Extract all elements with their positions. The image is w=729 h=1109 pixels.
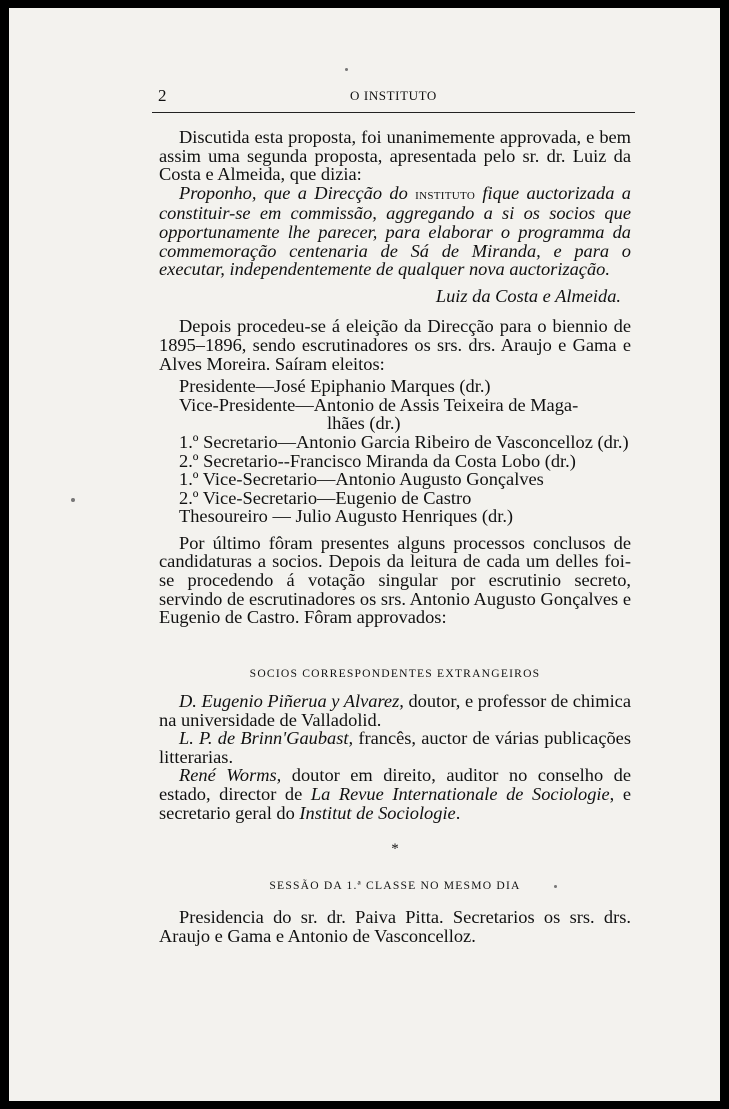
page-sheet bbox=[9, 8, 720, 1101]
body-text-top bbox=[159, 128, 631, 627]
correspondent-entry bbox=[159, 692, 631, 729]
board-second-secretary: 2.º Secretario--Francisco Miranda da Costa Lobo (dr.) bbox=[179, 450, 576, 471]
correspondent-entry bbox=[159, 729, 631, 766]
scanned-page bbox=[9, 8, 720, 1101]
board-first-vice-secretary: 1.º Vice-Secretario—Antonio Augusto Gonçalves bbox=[179, 469, 544, 490]
board-president: Presidente—José Epiphanio Marques (dr.) bbox=[179, 376, 491, 397]
board-vice-president: Vice-Presidente—Antonio de Assis Teixeira de Maga- bbox=[179, 394, 579, 415]
scan-speck bbox=[554, 885, 557, 888]
board-treasurer: Thesoureiro — Julio Augusto Henriques (dr.) bbox=[179, 506, 514, 527]
asterism: * bbox=[391, 841, 399, 857]
proposal-text bbox=[159, 184, 631, 279]
board-second-vice-secretary: 2.º Vice-Secretario—Eugenio de Castro bbox=[179, 487, 472, 508]
board-vice-president-continued: lhães (dr.) bbox=[327, 413, 401, 434]
page-header bbox=[152, 86, 635, 113]
paragraph-candidates: Por último fôram presentes alguns processos conclusos de candidaturas a socios. Depois da leitura de cada um delles foi-se procedendo á votação singular por escrutinio secreto, servindo de escrutinadores os srs. Antonio Augusto Gonçalves e Eugenio de Castro. Fôram approvados: bbox=[159, 532, 631, 628]
board-list bbox=[159, 377, 631, 526]
proposal-signature: Luiz da Costa e Almeida. bbox=[435, 285, 621, 306]
running-title: O INSTITUTO bbox=[350, 88, 437, 103]
correspondents-list bbox=[159, 692, 631, 822]
correspondent-name: L. P. de Brinn'Gaubast, bbox=[179, 728, 354, 749]
correspondents-heading: SOCIOS CORRESPONDENTES EXTRANGEIROS bbox=[249, 667, 541, 680]
paragraph-discussion: Discutida esta proposta, foi unanimemente approvada, e bem assim uma segunda proposta, apresentada pelo sr. dr. Luiz da Costa e Almeida, que dizia: bbox=[159, 127, 631, 185]
proposal-text-after: fique auctorizada a constituir-se em commissão, aggregando a si os socios que opportunamente lhe parecer, para elaborar o programma da commemoração centenaria de Sá de Miranda, e para o executar, independentemente de qualquer nova auctorização. bbox=[159, 182, 631, 280]
scan-speck bbox=[71, 498, 75, 502]
correspondent-text: doutor, e professor de chimica na universidade de Valladolid. bbox=[159, 691, 632, 730]
paragraph-session: Presidencia do sr. dr. Paiva Pitta. Secretarios os srs. drs. Araujo e Gama e Antonio de Vasconcelloz. bbox=[159, 907, 631, 946]
correspondent-text: . bbox=[455, 802, 461, 823]
board-first-secretary: 1.º Secretario—Antonio Garcia Ribeiro de Vasconcelloz (dr.) bbox=[179, 431, 629, 452]
paragraph-election: Depois procedeu-se á eleição da Direcção para o biennio de 1895–1896, sendo escrutinadores os srs. drs. Araujo e Gama e Alves Moreira. Saíram eleitos: bbox=[159, 316, 631, 374]
correspondent-text: doutor em direito, auditor no conselho de estado, director de bbox=[159, 765, 631, 804]
body-text-bottom bbox=[159, 908, 631, 945]
journal-title: La Revue Internationale de Sociologie bbox=[310, 783, 610, 804]
correspondent-name: D. Eugenio Piñerua y Alvarez, bbox=[179, 691, 404, 711]
correspondent-entry bbox=[159, 766, 631, 822]
correspondent-text: francês, auctor de várias publicações litterarias. bbox=[159, 728, 632, 767]
institute-title: Institut de Sociologie bbox=[299, 802, 456, 823]
correspondent-name: René Worms, bbox=[179, 765, 282, 786]
correspondent-text: , e secretario geral do bbox=[159, 783, 632, 823]
proposal-text-before: Proponho, que a Direcção do bbox=[179, 182, 416, 203]
session-heading: SESSÃO DA 1.ª CLASSE NO MESMO DIA bbox=[269, 879, 521, 892]
proposal-institute: instituto bbox=[415, 186, 476, 203]
page-number: 2 bbox=[158, 86, 167, 105]
scan-speck bbox=[345, 68, 348, 71]
